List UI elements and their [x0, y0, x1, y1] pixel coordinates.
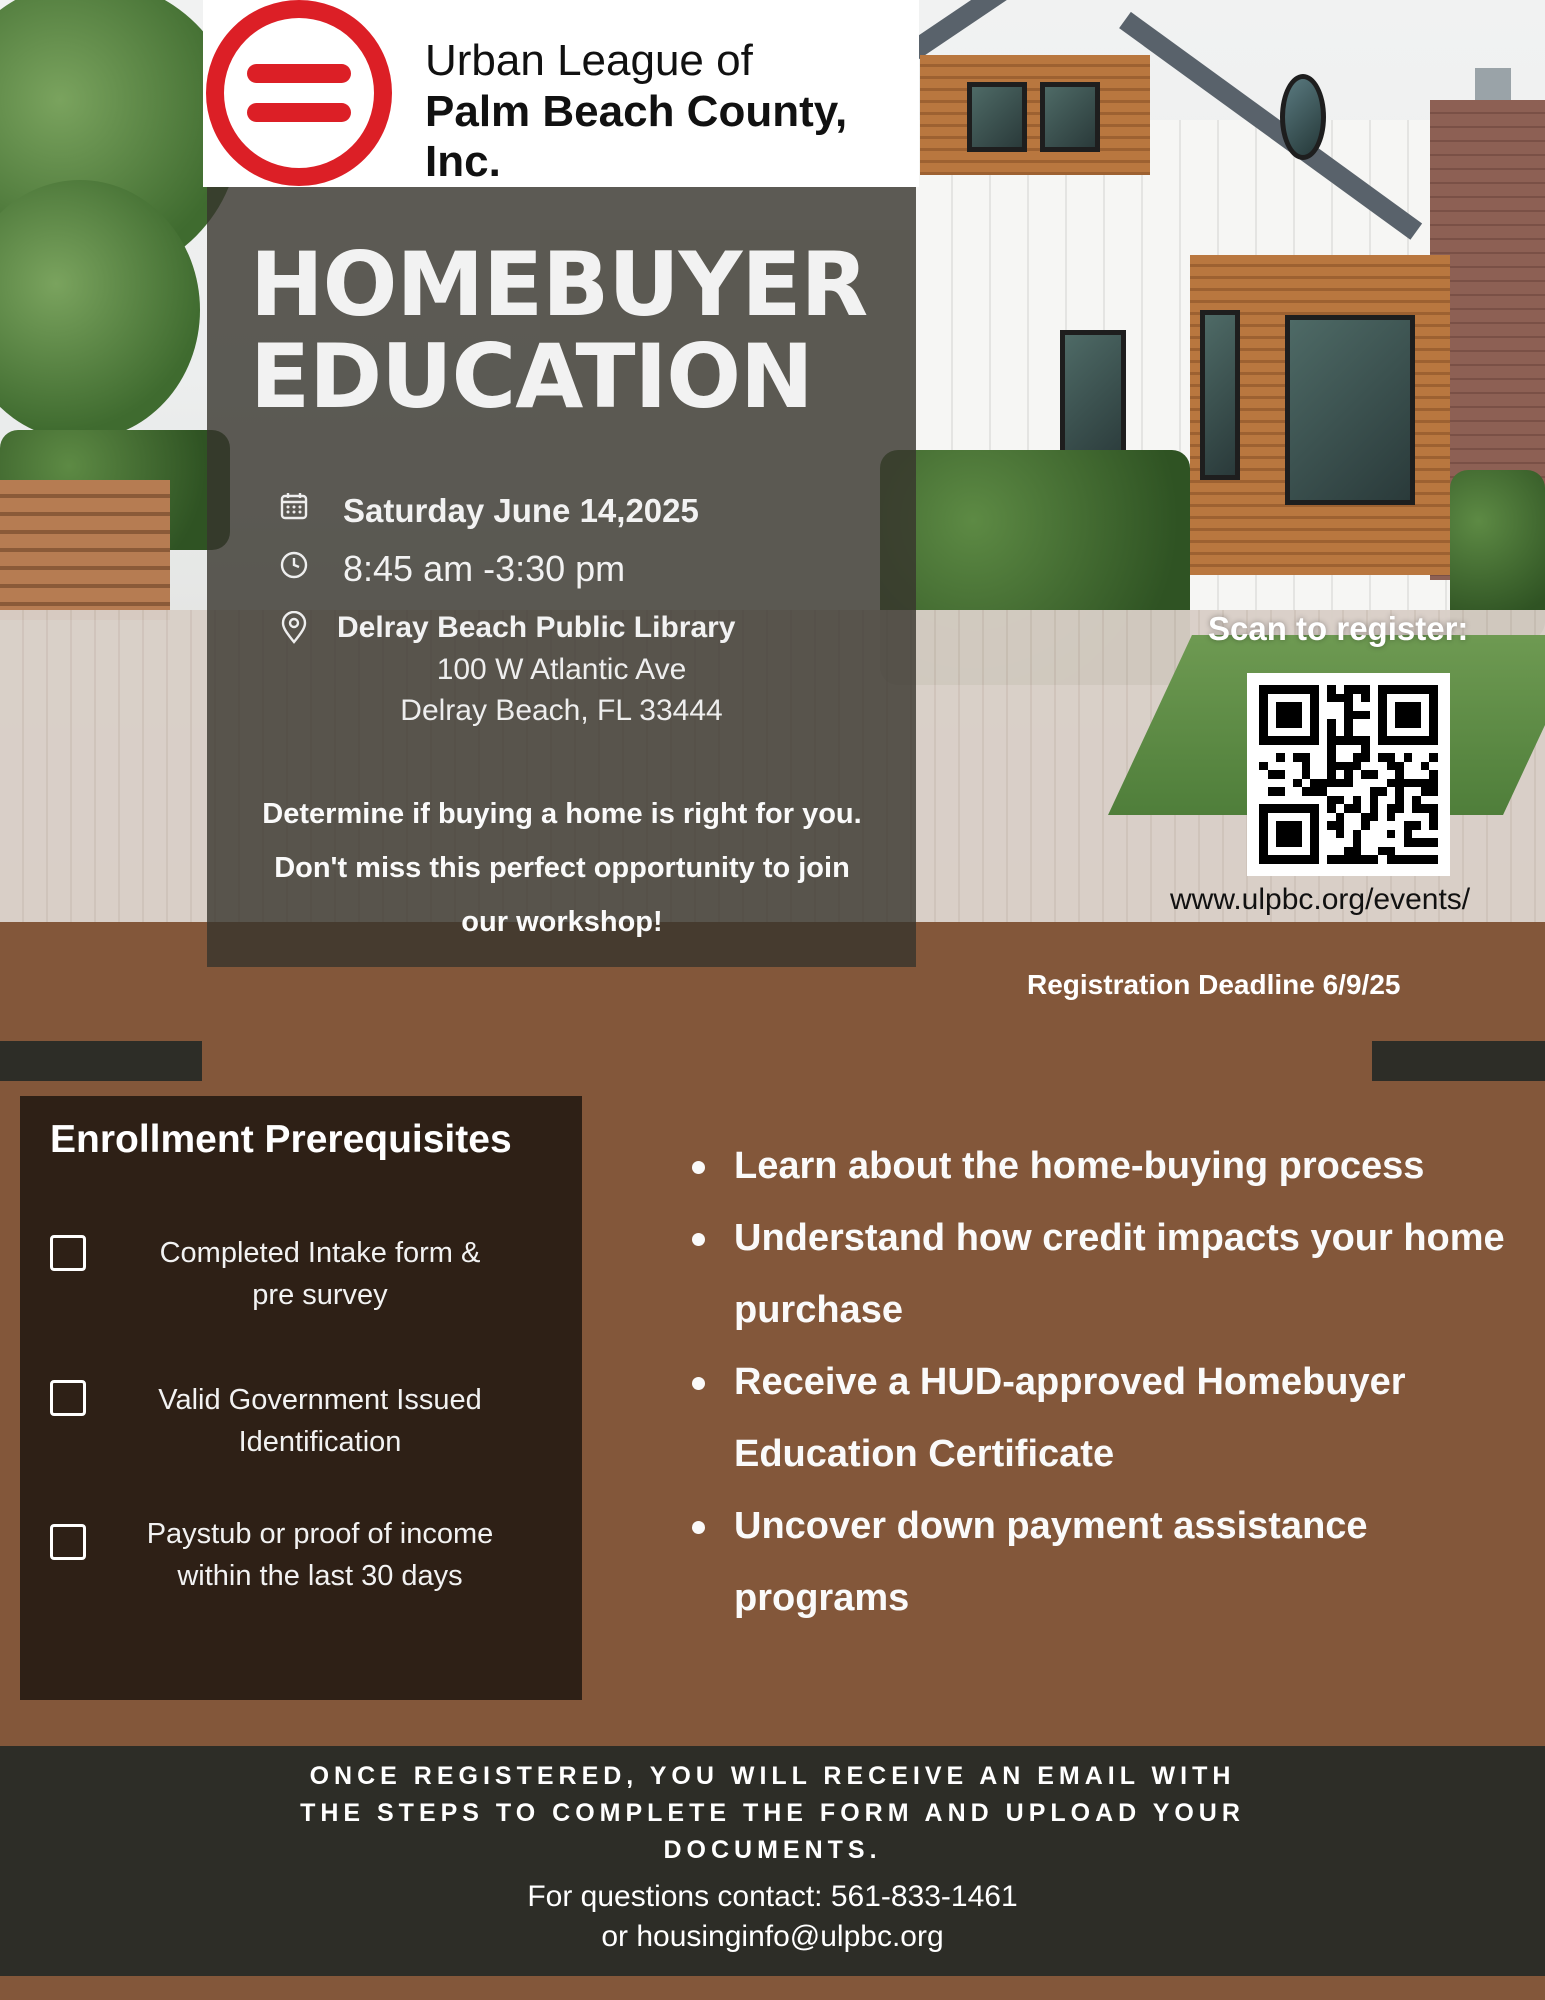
- venue-address-line2: Delray Beach, FL 33444: [400, 694, 723, 727]
- event-venue: Delray Beach Public Library: [337, 611, 736, 644]
- benefit-item: Receive a HUD-approved Homebuyer Education Certificate: [690, 1346, 1520, 1490]
- checkbox-icon: [50, 1235, 86, 1271]
- venue-address-line1: 100 W Atlantic Ave: [436, 653, 687, 686]
- checkbox-icon: [50, 1380, 86, 1416]
- benefits-list: [690, 1130, 1520, 1634]
- qr-code-icon: [1259, 685, 1438, 864]
- benefit-item: Learn about the home-buying process: [690, 1130, 1520, 1202]
- calendar-icon: [279, 491, 309, 521]
- contact-phone: For questions contact: 561-833-1461: [527, 1880, 1018, 1913]
- prerequisite-item: Valid Government Issued Identification: [158, 1384, 482, 1458]
- registration-deadline: Registration Deadline 6/9/25: [1027, 969, 1401, 1000]
- divider-tab-left: [0, 1041, 202, 1081]
- prerequisite-item: Paystub or proof of income within the last 30 days: [146, 1518, 494, 1592]
- event-date: Saturday June 14,2025: [343, 492, 699, 529]
- location-pin-icon: [279, 611, 309, 645]
- prerequisite-item: Completed Intake form & pre survey: [159, 1237, 481, 1311]
- registration-qr-code[interactable]: [1247, 673, 1450, 876]
- benefit-item: Understand how credit impacts your home purchase: [690, 1202, 1520, 1346]
- org-name-line2: Palm Beach County, Inc.: [425, 86, 848, 187]
- scan-to-register-label: Scan to register:: [1208, 610, 1469, 647]
- clock-icon: [279, 550, 309, 580]
- divider-tab-right: [1372, 1041, 1545, 1081]
- enrollment-prerequisites-box: [20, 1096, 582, 1700]
- org-name-line1: Urban League of: [425, 36, 753, 85]
- footer: [0, 1746, 1545, 1976]
- checkbox-icon: [50, 1524, 86, 1560]
- registration-notice: ONCE REGISTERED, YOU WILL RECEIVE AN EMAIL WITH THE STEPS TO COMPLETE THE FORM AND UPLOAD YOUR DOCUMENTS.: [300, 1762, 1245, 1864]
- event-time: 8:45 am -3:30 pm: [343, 548, 626, 589]
- registration-url[interactable]: www.ulpbc.org/events/: [1170, 883, 1471, 916]
- org-logo: [203, 0, 919, 187]
- contact-email[interactable]: or housinginfo@ulpbc.org: [601, 1920, 944, 1953]
- event-blurb: Determine if buying a home is right for you. Don't miss this perfect opportunity to join our workshop!: [262, 798, 862, 938]
- prerequisites-heading: Enrollment Prerequisites: [50, 1118, 512, 1161]
- equality-logo-icon: [206, 0, 392, 186]
- benefit-item: Uncover down payment assistance programs: [690, 1490, 1520, 1634]
- event-title: HOMEBUYER EDUCATION: [250, 233, 868, 428]
- event-info-panel: [207, 187, 916, 967]
